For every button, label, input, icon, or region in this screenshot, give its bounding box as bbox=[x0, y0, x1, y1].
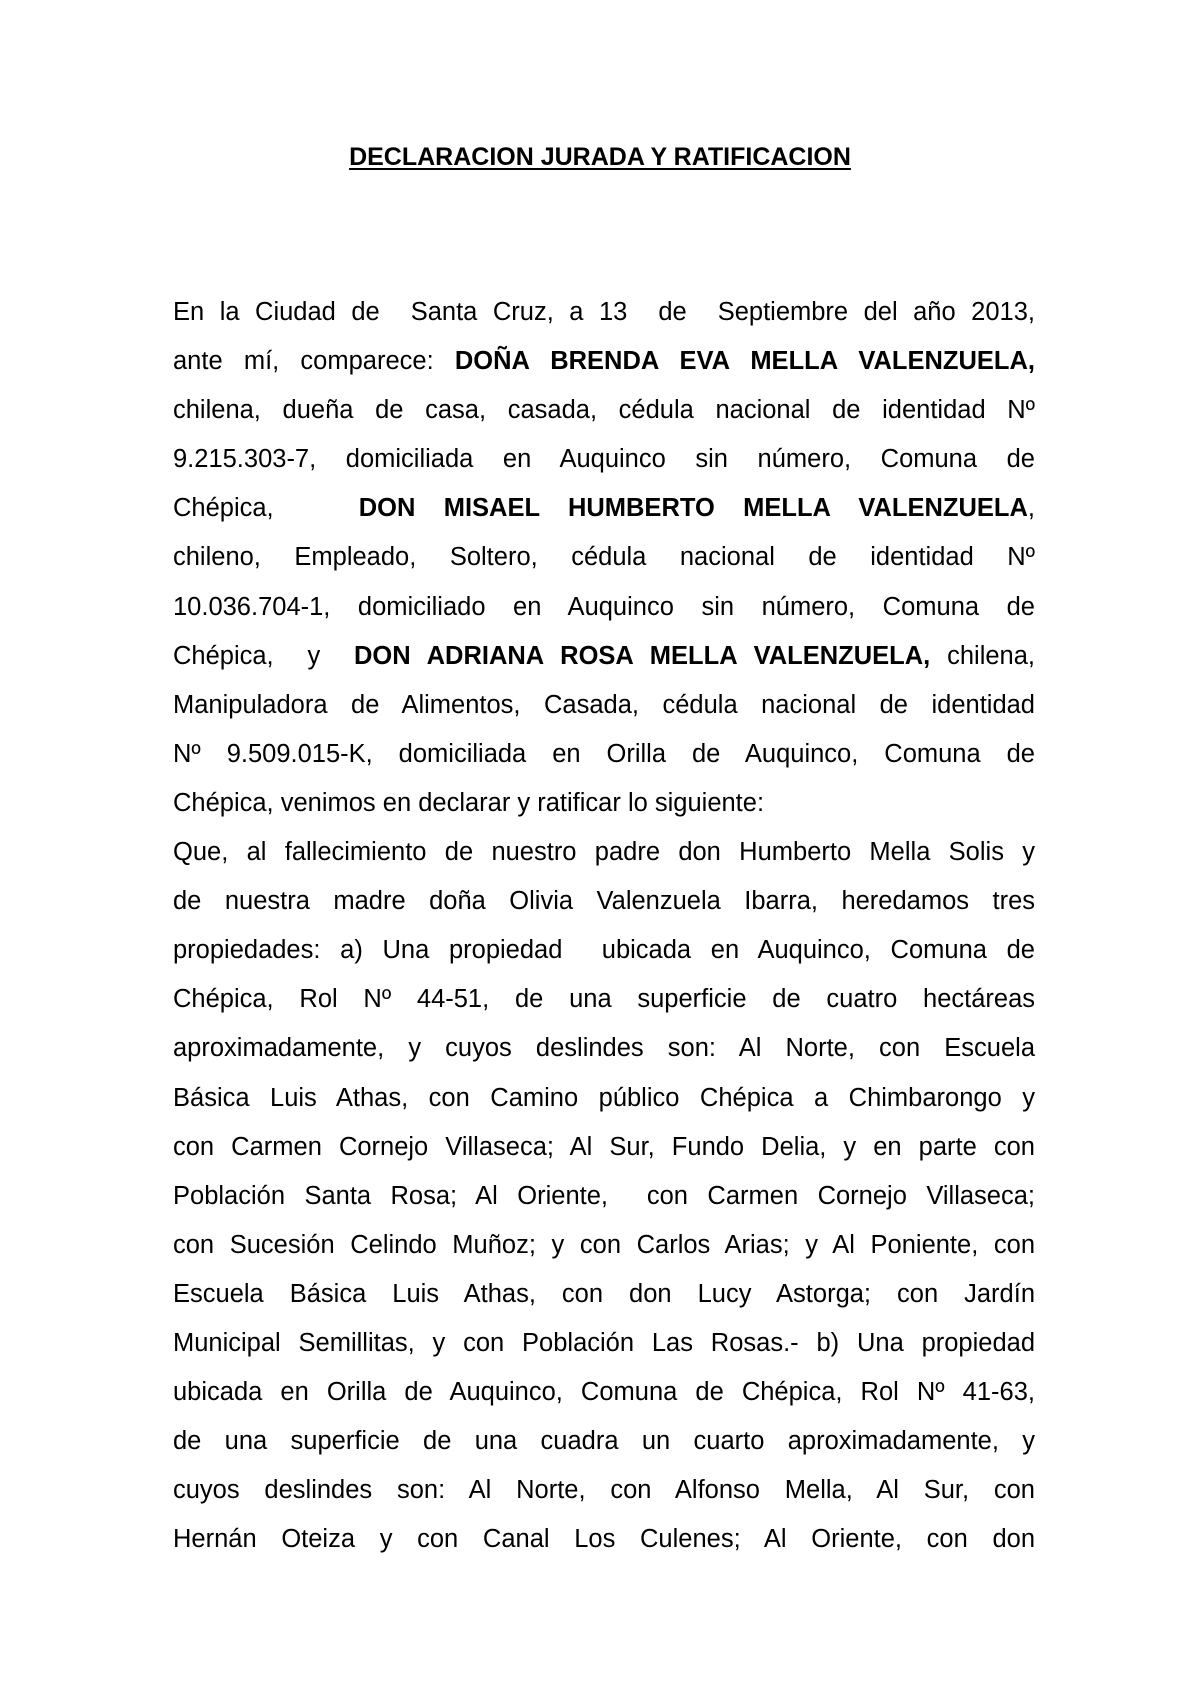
text-line bbox=[173, 1221, 1035, 1270]
text-line bbox=[173, 484, 1035, 533]
text-segment: 9.215.303-7, domiciliada en Auquinco sin número, Comuna de bbox=[173, 445, 1035, 474]
text-segment: con Carmen Cornejo Villaseca; Al Sur, Fundo Delia, y en parte con bbox=[173, 1132, 1035, 1161]
text-segment: Chépica, bbox=[173, 494, 359, 523]
text-segment: Hernán Oteiza y con Canal Los Culenes; Al Oriente, con don bbox=[173, 1525, 1035, 1554]
text-segment: En la Ciudad de Santa Cruz, a 13 de Septiembre del año 2013, bbox=[173, 298, 1035, 326]
text-segment: ante mí, comparece: bbox=[173, 347, 455, 376]
bold-name-text: DOÑA BRENDA EVA MELLA VALENZUELA, bbox=[454, 347, 1035, 376]
text-segment: Población Santa Rosa; Al Oriente, con Carmen Cornejo Villaseca; bbox=[173, 1181, 1035, 1210]
text-segment: Chépica, venimos en declarar y ratificar lo siguiente: bbox=[173, 788, 765, 817]
text-segment: Nº 9.509.015-K, domiciliada en Orilla de Auquinco, Comuna de bbox=[173, 739, 1035, 768]
text-line bbox=[173, 1270, 1035, 1319]
text-line bbox=[173, 1417, 1035, 1466]
text-line bbox=[173, 877, 1035, 926]
text-segment: Chépica, Rol Nº 44-51, de una superficie de cuatro hectáreas bbox=[173, 985, 1035, 1014]
text-segment: chilena, bbox=[930, 641, 1036, 670]
text-segment: aproximadamente, y cuyos deslindes son: Al Norte, con Escuela bbox=[173, 1034, 1035, 1063]
text-segment: Manipuladora de Alimentos, Casada, cédula nacional de identidad bbox=[173, 690, 1035, 719]
text-line bbox=[173, 1466, 1035, 1515]
text-line bbox=[173, 926, 1035, 975]
text-line bbox=[173, 583, 1035, 632]
text-segment: chileno, Empleado, Soltero, cédula nacional de identidad Nº bbox=[173, 543, 1035, 572]
text-segment: Municipal Semillitas, y con Población Las Rosas.- b) Una propiedad bbox=[173, 1328, 1035, 1357]
text-line bbox=[173, 1319, 1035, 1368]
text-line bbox=[173, 730, 1035, 779]
text-line bbox=[173, 1074, 1035, 1123]
text-segment: con Sucesión Celindo Muñoz; y con Carlos Arias; y Al Poniente, con bbox=[173, 1230, 1035, 1259]
text-segment: 10.036.704-1, domiciliado en Auquinco sin número, Comuna de bbox=[173, 592, 1035, 621]
text-line bbox=[173, 1515, 1035, 1564]
text-segment: Que, al fallecimiento de nuestro padre don Humberto Mella Solis y bbox=[173, 838, 1035, 867]
text-segment: Básica Luis Athas, con Camino público Chépica a Chimbarongo y bbox=[173, 1083, 1035, 1112]
text-segment: de una superficie de una cuadra un cuarto aproximadamente, y bbox=[173, 1427, 1035, 1456]
text-line bbox=[173, 975, 1035, 1024]
text-line bbox=[173, 533, 1035, 582]
text-line bbox=[173, 632, 1035, 681]
text-line bbox=[173, 288, 1035, 337]
text-segment: propiedades: a) Una propiedad ubicada en Auquinco, Comuna de bbox=[173, 936, 1035, 965]
text-segment: cuyos deslindes son: Al Norte, con Alfonso Mella, Al Sur, con bbox=[173, 1476, 1035, 1505]
text-line bbox=[173, 681, 1035, 730]
text-line bbox=[173, 1123, 1035, 1172]
document-body bbox=[173, 288, 1035, 1564]
text-line bbox=[173, 779, 1035, 828]
text-segment: de nuestra madre doña Olivia Valenzuela Ibarra, heredamos tres bbox=[173, 887, 1035, 916]
text-line bbox=[173, 337, 1035, 386]
bold-name-text: DON MISAEL HUMBERTO MELLA VALENZUELA bbox=[358, 494, 1028, 523]
text-segment: chilena, dueña de casa, casada, cédula nacional de identidad Nº bbox=[173, 396, 1035, 425]
text-segment: ubicada en Orilla de Auquinco, Comuna de Chépica, Rol Nº 41-63, bbox=[173, 1378, 1035, 1407]
text-line bbox=[173, 1172, 1035, 1221]
text-line bbox=[173, 435, 1035, 484]
text-line bbox=[173, 1024, 1035, 1073]
text-line bbox=[173, 386, 1035, 435]
text-segment: Escuela Básica Luis Athas, con don Lucy Astorga; con Jardín bbox=[173, 1279, 1035, 1308]
text-line bbox=[173, 828, 1035, 877]
text-line bbox=[173, 1368, 1035, 1417]
document-title: DECLARACION JURADA Y RATIFICACION bbox=[349, 143, 851, 171]
bold-name-text: DON ADRIANA ROSA MELLA VALENZUELA, bbox=[354, 641, 931, 670]
text-segment: , bbox=[1027, 494, 1035, 523]
text-segment: Chépica, y bbox=[173, 641, 355, 670]
